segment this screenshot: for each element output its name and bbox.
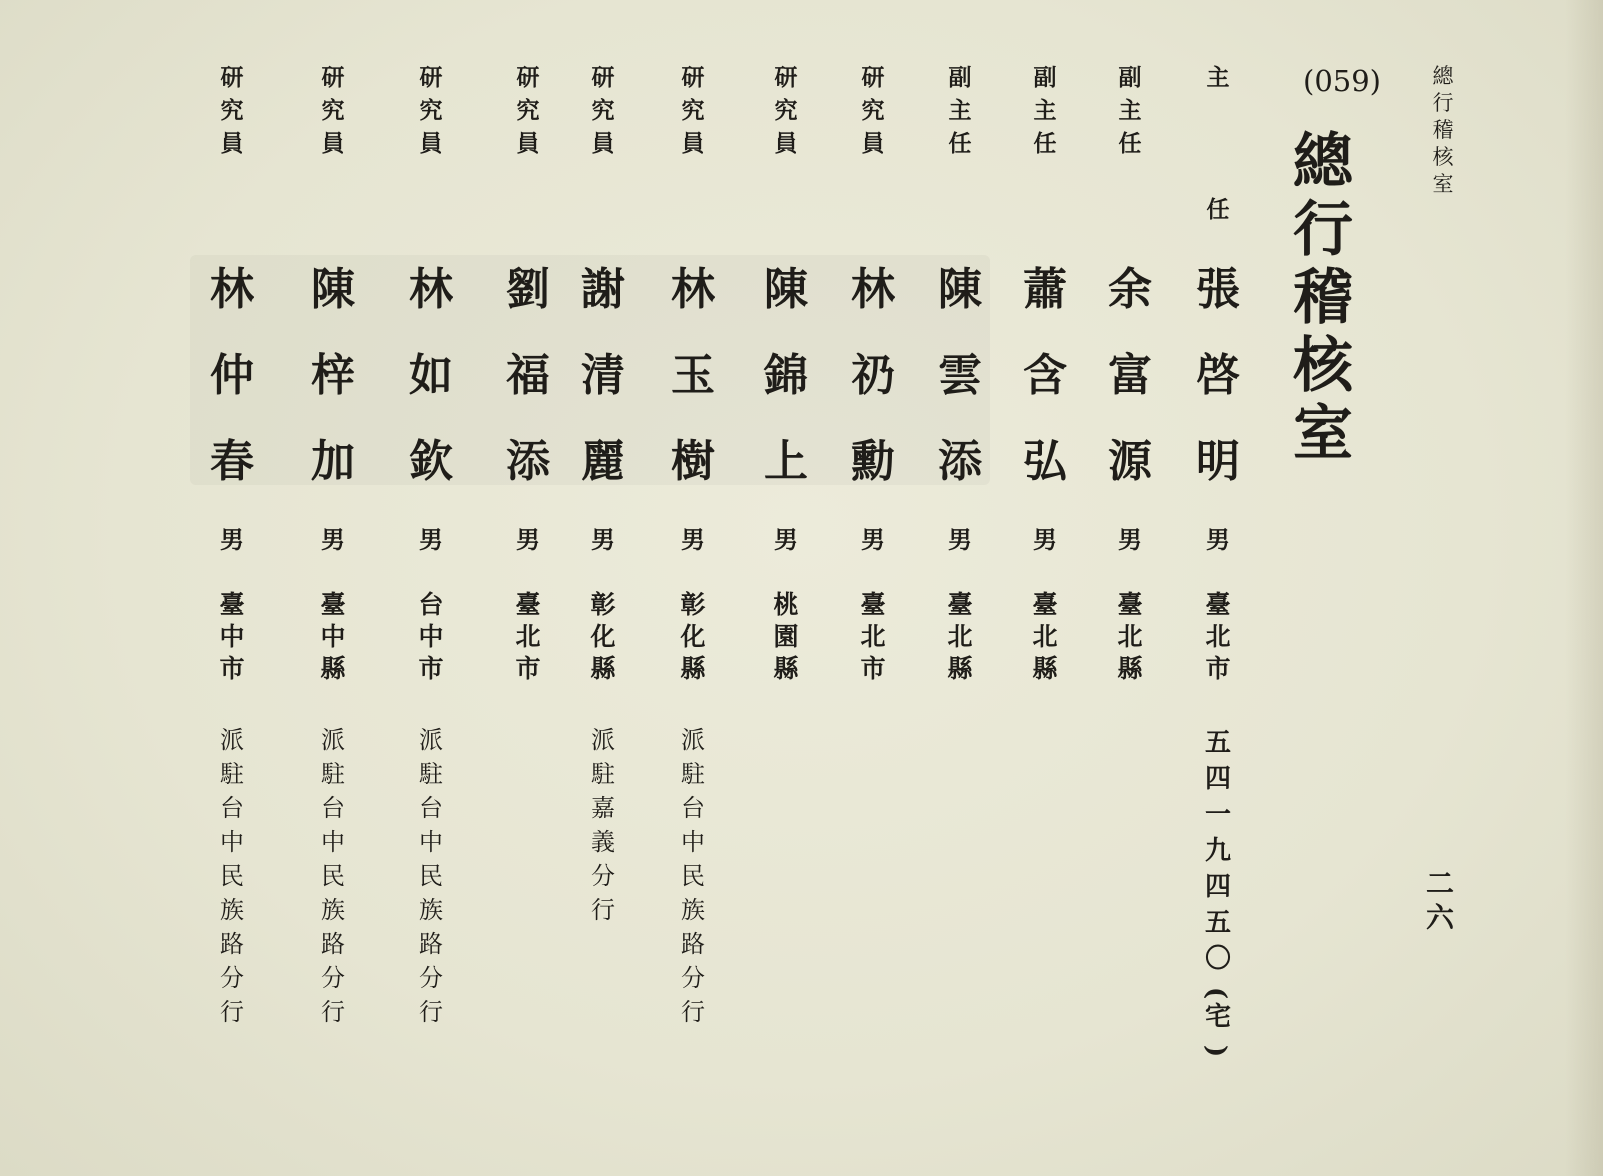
staff-title: 副 主 任 xyxy=(948,64,972,157)
staff-name: 蕭 含 弘 xyxy=(1023,264,1067,487)
staff-note: 派 駐 台 中 民 族 路 分 行 xyxy=(681,726,705,1026)
staff-phone: 五 四 一 九 四 五 〇 ( 宅 ) xyxy=(1200,728,1231,1058)
staff-entry xyxy=(496,0,560,1176)
running-head-text: 總 行 稽 核 室 xyxy=(1432,64,1454,196)
staff-note: 派 駐 台 中 民 族 路 分 行 xyxy=(220,726,244,1026)
staff-entry xyxy=(661,0,725,1176)
staff-place: 臺 中 縣 xyxy=(320,590,346,683)
staff-note: 派 駐 台 中 民 族 路 分 行 xyxy=(321,726,345,1026)
staff-place: 臺 北 市 xyxy=(515,590,541,683)
staff-title: 研 究 員 xyxy=(861,64,885,157)
staff-entry xyxy=(200,0,264,1176)
staff-sex: 男 xyxy=(321,525,345,554)
staff-place: 臺 中 市 xyxy=(219,590,245,683)
page-number-text: 二 六 xyxy=(1425,867,1454,934)
staff-sex: 男 xyxy=(1033,525,1057,554)
staff-place: 彰 化 縣 xyxy=(680,590,706,683)
staff-title: 研 究 員 xyxy=(681,64,705,157)
staff-entry xyxy=(841,0,905,1176)
staff-sex: 男 xyxy=(591,525,615,554)
staff-title: 研 究 員 xyxy=(774,64,798,157)
staff-name: 劉 福 添 xyxy=(506,264,550,487)
staff-sex: 男 xyxy=(1206,525,1230,554)
staff-title: 副 主 任 xyxy=(1118,64,1142,157)
staff-entry xyxy=(571,0,635,1176)
staff-title: 研 究 員 xyxy=(516,64,540,157)
staff-sex: 男 xyxy=(1118,525,1142,554)
staff-sex: 男 xyxy=(774,525,798,554)
staff-sex: 男 xyxy=(681,525,705,554)
staff-name: 張 啓 明 xyxy=(1196,264,1240,487)
staff-sex: 男 xyxy=(861,525,885,554)
staff-title: 研 究 員 xyxy=(220,64,244,157)
staff-place: 彰 化 縣 xyxy=(590,590,616,683)
staff-name: 謝 清 麗 xyxy=(581,264,625,487)
staff-name: 陳 梓 加 xyxy=(311,264,355,487)
staff-note: 派 駐 台 中 民 族 路 分 行 xyxy=(419,726,443,1026)
staff-name: 林 礽 勳 xyxy=(851,264,895,487)
staff-note: 派 駐 嘉 義 分 行 xyxy=(591,726,615,924)
staff-entry xyxy=(1098,0,1162,1176)
staff-name: 林 玉 樹 xyxy=(671,264,715,487)
staff-entry xyxy=(754,0,818,1176)
staff-name: 余 富 源 xyxy=(1108,264,1152,487)
staff-title: 副 主 任 xyxy=(1033,64,1057,157)
staff-sex: 男 xyxy=(948,525,972,554)
staff-place: 臺 北 市 xyxy=(1205,590,1231,683)
staff-entry xyxy=(1013,0,1077,1176)
running-head xyxy=(1428,66,1458,201)
staff-place: 臺 北 縣 xyxy=(1032,590,1058,683)
staff-title: 研 究 員 xyxy=(321,64,345,157)
staff-entry xyxy=(399,0,463,1176)
staff-entry xyxy=(1186,0,1250,1176)
staff-title: 主 任 xyxy=(1206,64,1230,223)
staff-place: 臺 北 縣 xyxy=(1117,590,1143,683)
page-edge-shadow xyxy=(1565,0,1603,1176)
staff-title: 研 究 員 xyxy=(419,64,443,157)
staff-place: 臺 北 縣 xyxy=(947,590,973,683)
staff-title: 研 究 員 xyxy=(591,64,615,157)
staff-place: 臺 北 市 xyxy=(860,590,886,683)
staff-name: 林 如 欽 xyxy=(409,264,453,487)
staff-sex: 男 xyxy=(419,525,443,554)
section-title-text: 總 行 稽 核 室 xyxy=(1293,127,1353,469)
staff-name: 陳 錦 上 xyxy=(764,264,808,487)
staff-name: 林 仲 春 xyxy=(210,264,254,487)
section-code: (059) xyxy=(1303,64,1381,98)
staff-name: 陳 雲 添 xyxy=(938,264,982,487)
staff-entry xyxy=(928,0,992,1176)
staff-sex: 男 xyxy=(516,525,540,554)
page-number xyxy=(1422,867,1458,938)
staff-entry xyxy=(301,0,365,1176)
staff-place: 桃 園 縣 xyxy=(773,590,799,683)
staff-place: 台 中 市 xyxy=(418,590,444,683)
staff-sex: 男 xyxy=(220,525,244,554)
section-title xyxy=(1288,127,1358,472)
